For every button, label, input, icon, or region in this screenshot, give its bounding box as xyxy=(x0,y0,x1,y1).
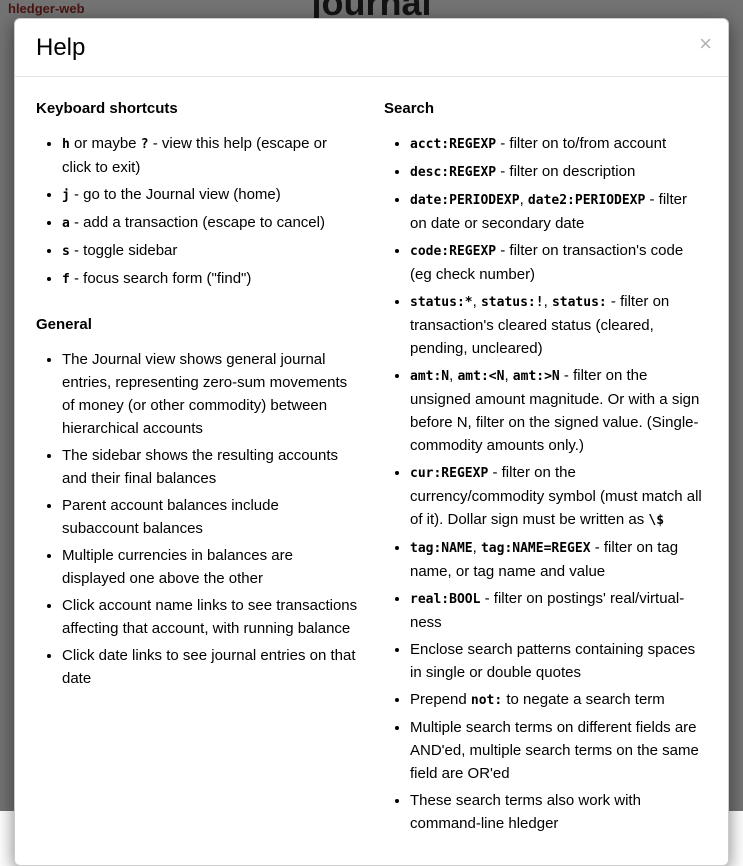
help-right-column xyxy=(384,89,706,839)
keyboard-shortcuts-section xyxy=(36,97,358,291)
help-list-item: • Parent account balances include subaccount balances xyxy=(62,494,358,540)
section-heading-keyboard-shortcuts: Keyboard shortcuts xyxy=(36,100,178,118)
help-list-item: • These search terms also work with command-line hledger xyxy=(410,789,706,835)
code-term: amt:N xyxy=(410,369,450,385)
code-term: amt:>N xyxy=(512,369,560,385)
help-list-item: • f - focus search form ("find") xyxy=(62,267,358,291)
code-term: acct:REGEXP xyxy=(410,137,497,153)
modal-body xyxy=(15,77,728,865)
help-list-item: • amt:N, amt:<N, amt:>N - filter on the unsigned amount magnitude. Or with a sign before N, filter on the signed value. (Single-commodity amounts only.) xyxy=(410,364,706,457)
code-term: date2:PERIODEXP xyxy=(527,193,646,209)
help-list-item: • desc:REGEXP - filter on description xyxy=(410,160,706,184)
code-term: a xyxy=(62,216,70,232)
modal-title: Help xyxy=(36,34,86,61)
code-term: ? xyxy=(140,137,149,153)
help-list-item: • The Journal view shows general journal entries, representing zero-sum movements of money (or other commodity) between hierarchical accounts xyxy=(62,348,358,440)
code-term: f xyxy=(62,272,70,288)
help-list-item: • Click account name links to see transactions affecting that account, with running balance xyxy=(62,594,358,640)
code-term: tag:NAME xyxy=(410,541,473,557)
help-list-item: • acct:REGEXP - filter on to/from account xyxy=(410,132,706,156)
section-heading-general: General xyxy=(36,316,92,334)
code-term: \$ xyxy=(648,513,665,529)
help-list-item: • h or maybe ? - view this help (escape or click to exit) xyxy=(62,132,358,179)
help-list-item: • real:BOOL - filter on postings' real/virtual-ness xyxy=(410,587,706,634)
help-list-item: • status:*, status:!, status: - filter on transaction's cleared status (cleared, pending, uncleared) xyxy=(410,290,706,360)
help-list-item: • The sidebar shows the resulting accounts and their final balances xyxy=(62,444,358,490)
general-section xyxy=(36,313,358,690)
help-list-item: • Multiple currencies in balances are displayed one above the other xyxy=(62,544,358,590)
help-list-item: • date:PERIODEXP, date2:PERIODEXP - filter on date or secondary date xyxy=(410,188,706,235)
help-list-item: • Multiple search terms on different fields are AND'ed, multiple search terms on the same field are OR'ed xyxy=(410,716,706,785)
help-list-item: • j - go to the Journal view (home) xyxy=(62,183,358,207)
code-term: status: xyxy=(551,295,607,311)
code-term: cur:REGEXP xyxy=(410,466,489,482)
code-term: j xyxy=(62,188,70,204)
help-list-item: • cur:REGEXP - filter on the currency/commodity symbol (must match all of it). Dollar sign must be written as \$ xyxy=(410,461,706,532)
keyboard-shortcuts-list xyxy=(36,132,358,291)
close-icon[interactable]: × xyxy=(699,31,712,56)
code-term: amt:<N xyxy=(457,369,505,385)
code-term: desc:REGEXP xyxy=(410,165,497,181)
help-list-item: • Enclose search patterns containing spaces in single or double quotes xyxy=(410,638,706,684)
code-term: s xyxy=(62,244,70,260)
help-list-item: • Prepend not: to negate a search term xyxy=(410,688,706,712)
modal-header xyxy=(15,19,728,77)
help-list-item: • s - toggle sidebar xyxy=(62,239,358,263)
help-list-item: • Click date links to see journal entries on that date xyxy=(62,644,358,690)
section-heading-search: Search xyxy=(384,100,435,118)
help-list-item: • code:REGEXP - filter on transaction's code (eg check number) xyxy=(410,239,706,286)
help-modal xyxy=(14,18,729,866)
general-list xyxy=(36,348,358,690)
help-left-column xyxy=(36,89,358,839)
code-term: real:BOOL xyxy=(410,592,481,608)
code-term: status:! xyxy=(480,295,544,311)
help-list-item: • tag:NAME, tag:NAME=REGEX - filter on tag name, or tag name and value xyxy=(410,536,706,583)
code-term: h xyxy=(62,137,70,153)
help-list-item: • a - add a transaction (escape to cancel) xyxy=(62,211,358,235)
search-section xyxy=(384,97,706,835)
search-list xyxy=(384,132,706,835)
code-term: date:PERIODEXP xyxy=(410,193,520,209)
code-term: code:REGEXP xyxy=(410,244,497,260)
code-term: status:* xyxy=(410,295,473,311)
code-term: not: xyxy=(470,693,503,709)
code-term: tag:NAME=REGEX xyxy=(480,541,591,557)
